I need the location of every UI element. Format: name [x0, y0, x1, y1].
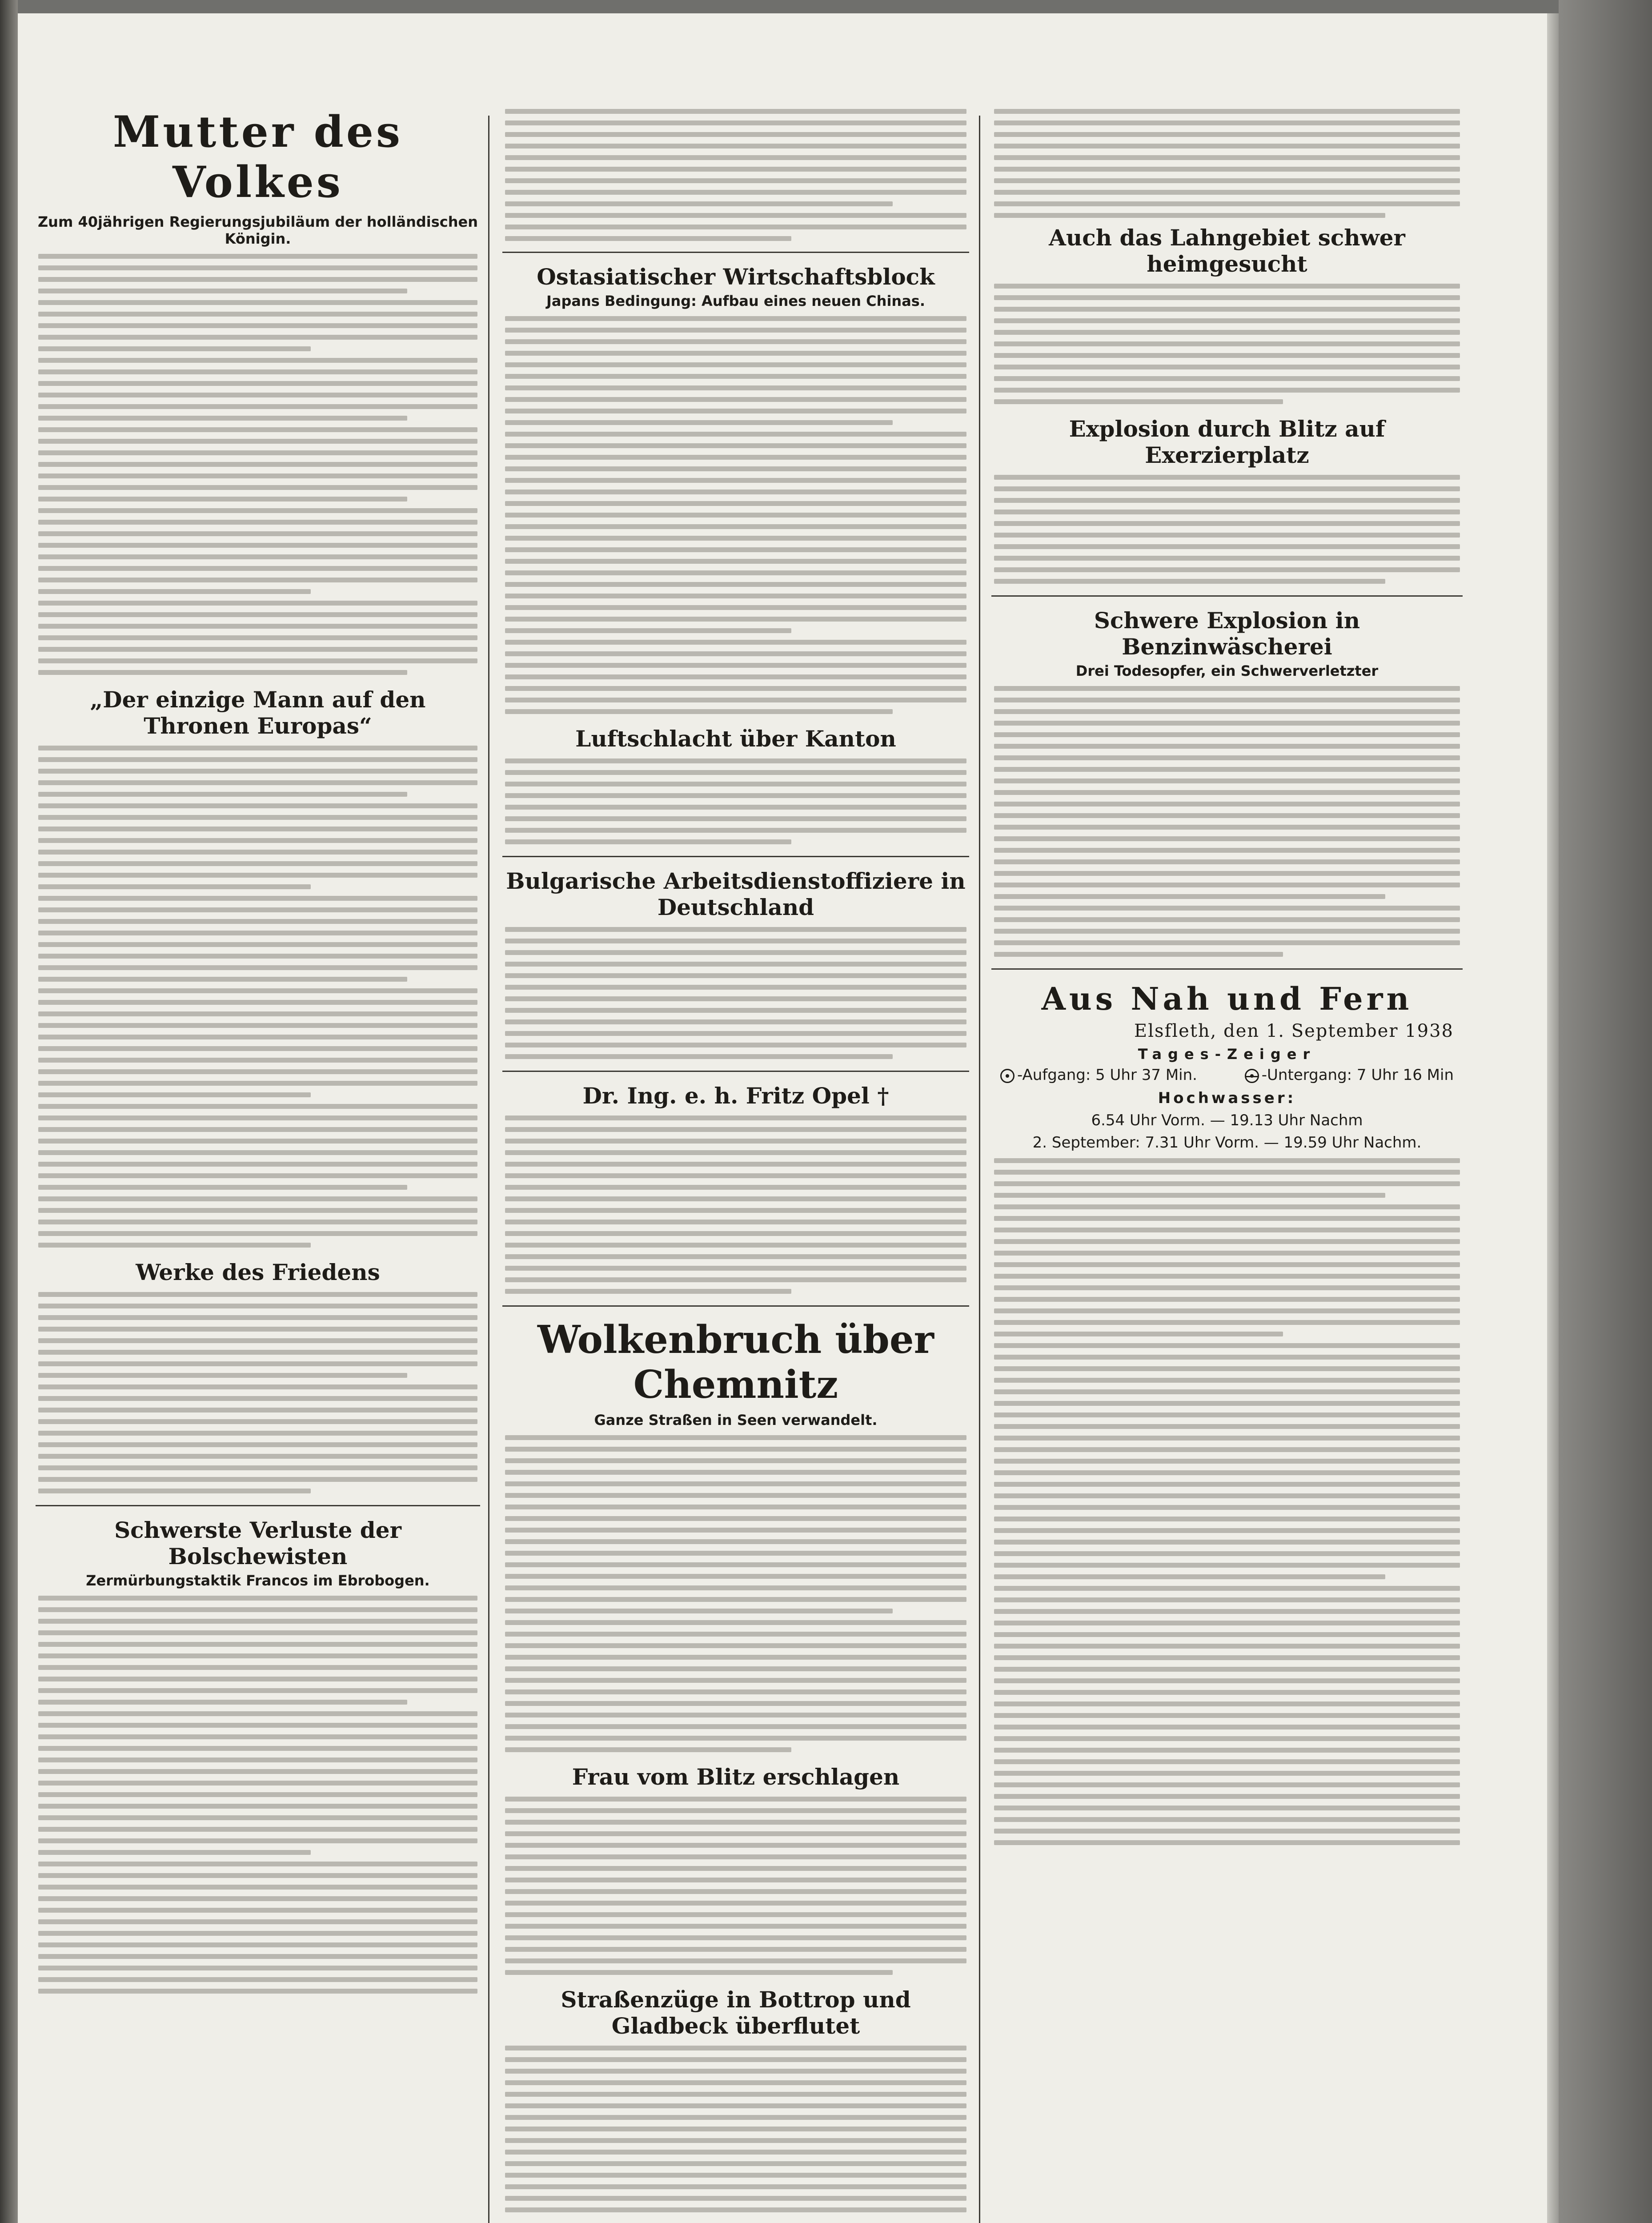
article-headline: Wolkenbruch über Chemnitz	[537, 1317, 934, 1407]
article-exerzierplatz	[991, 416, 1463, 584]
sun-icon	[1000, 1069, 1014, 1083]
sun-times	[1000, 1066, 1454, 1084]
column-right	[991, 102, 1463, 2223]
article-body	[502, 758, 969, 844]
section-divider	[36, 1505, 480, 1506]
article-headline: Werke des Friedens	[136, 1259, 380, 1285]
hochwasser-title: Hochwasser:	[1158, 1089, 1296, 1107]
article-headline: Straßenzüge in Bottrop und Gladbeck überflutet	[561, 1986, 911, 2039]
article-headline: Dr. Ing. e. h. Fritz Opel †	[582, 1083, 889, 1109]
sunset: -Untergang: 7 Uhr 16 Min	[1245, 1066, 1454, 1084]
article-headline: Frau vom Blitz erschlagen	[572, 1764, 900, 1790]
article-wolkenbruch-chemnitz	[502, 1317, 969, 1752]
article-benzinwaescherei	[991, 607, 1463, 957]
column-middle	[502, 102, 969, 2223]
paper-sheet	[18, 13, 1547, 2223]
section-divider	[502, 1071, 969, 1072]
article-ostasiatischer-wirtschaftsblock	[502, 264, 969, 714]
article-headline: Explosion durch Blitz auf Exerzierplatz	[1069, 416, 1385, 468]
section-divider	[502, 252, 969, 253]
article-headline: „Der einzige Mann auf den Thronen Europas“	[90, 686, 426, 739]
local-news-body	[991, 1158, 1463, 1845]
article-body	[502, 316, 969, 714]
article-body	[991, 686, 1463, 957]
hochwasser-today: 6.54 Uhr Vorm. — 19.13 Uhr Nachm	[1091, 1112, 1363, 1129]
article-body	[502, 1116, 969, 1294]
article-body	[36, 1292, 480, 1493]
article-headline: Bulgarische Arbeitsdienstoffiziere in Deutschland	[506, 868, 966, 920]
tages-zeiger-title: Tages-Zeiger	[1138, 1046, 1316, 1063]
article-headline: Mutter des Volkes	[112, 107, 403, 207]
article-headline: Auch das Lahngebiet schwer heimgesucht	[1049, 225, 1405, 277]
article-subhead: Japans Bedingung: Aufbau eines neuen Chinas.	[546, 293, 925, 309]
article-bottrop-gladbeck	[502, 1986, 969, 2212]
article-verluste-bolschewisten	[36, 1517, 480, 1994]
article-headline: Schwere Explosion in Benzinwäscherei	[1094, 607, 1360, 660]
article-body	[36, 1596, 480, 1994]
article-lahngebiet	[991, 225, 1463, 404]
column-rule	[488, 116, 489, 2223]
article-body	[36, 254, 480, 675]
article-werke-des-friedens	[36, 1259, 480, 1493]
article-continuation	[991, 109, 1463, 218]
article-subhead: Ganze Straßen in Seen verwandelt.	[594, 1412, 878, 1428]
article-body	[502, 1435, 969, 1752]
article-fritz-opel	[502, 1083, 969, 1294]
article-headline: Luftschlacht über Kanton	[575, 726, 896, 752]
article-frau-vom-blitz	[502, 1764, 969, 1975]
article-headline: Schwerste Verluste der Bolschewisten	[114, 1517, 401, 1569]
section-divider	[502, 856, 969, 857]
article-mutter-des-volkes	[36, 107, 480, 675]
background-strip	[1559, 0, 1652, 2223]
article-luftschlacht-kanton	[502, 726, 969, 844]
column-rule	[979, 116, 980, 2223]
article-subhead: Drei Todesopfer, ein Schwerverletzter	[1075, 662, 1379, 679]
section-divider	[502, 1305, 969, 1307]
article-body	[991, 475, 1463, 584]
article-headline: Ostasiatischer Wirtschaftsblock	[537, 264, 935, 290]
column-left	[36, 102, 480, 2223]
section-aus-nah-und-fern	[991, 980, 1463, 1845]
section-divider	[991, 968, 1463, 970]
sunrise: -Aufgang: 5 Uhr 37 Min.	[1000, 1066, 1197, 1084]
article-subhead: Zermürbungstaktik Francos im Ebrobogen.	[86, 1572, 430, 1589]
article-body	[991, 284, 1463, 404]
article-body	[36, 746, 480, 1248]
hochwasser-tomorrow: 2. September: 7.31 Uhr Vorm. — 19.59 Uhr Nachm.	[1032, 1134, 1422, 1152]
section-title: Aus Nah und Fern	[1041, 980, 1413, 1017]
article-continuation	[502, 109, 969, 241]
article-bulgarische-arbeitsdienst	[502, 868, 969, 1059]
sunset-icon	[1245, 1069, 1259, 1083]
article-body	[502, 1797, 969, 1975]
article-body	[502, 927, 969, 1059]
article-body	[502, 2046, 969, 2212]
article-subhead: Zum 40jährigen Regierungsjubiläum der holländischen Königin.	[37, 213, 478, 247]
book-binding	[0, 0, 18, 2223]
dateline: Elsfleth, den 1. September 1938	[1134, 1021, 1454, 1041]
article-einzige-mann	[36, 686, 480, 1248]
section-divider	[991, 595, 1463, 597]
page-edge-shadow	[1547, 13, 1559, 2223]
